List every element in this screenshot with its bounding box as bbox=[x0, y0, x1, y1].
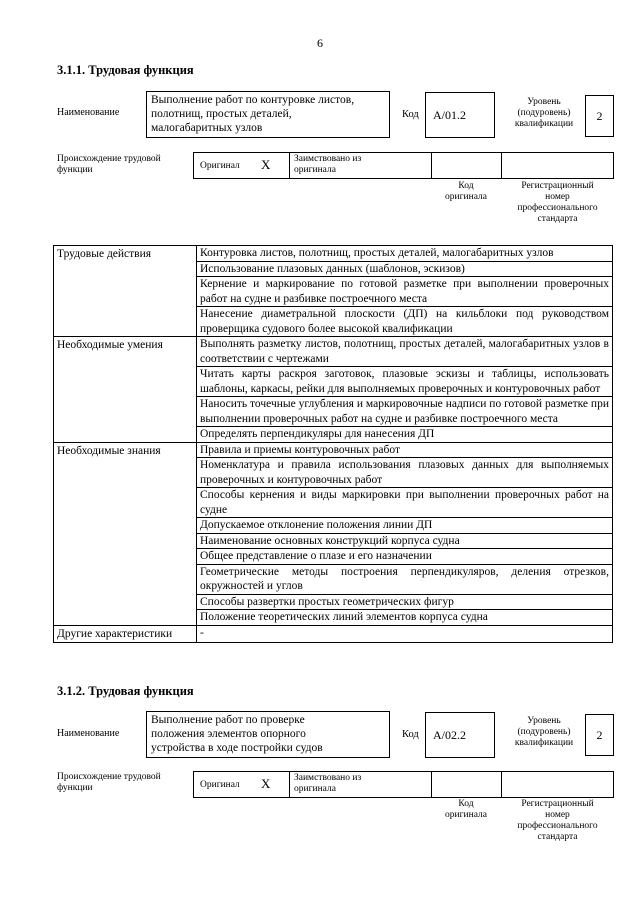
item-cell: Использование плазовых данных (шаблонов, эскизов) bbox=[197, 261, 613, 277]
function-table bbox=[53, 245, 613, 643]
origin-code-label: Код оригинала bbox=[445, 799, 487, 820]
item-cell: Правила и приемы контуровочных работ bbox=[197, 442, 613, 458]
origin-reg-label: Регистрационный номер профессионального стандарта bbox=[517, 181, 598, 224]
item-cell: Кернение и маркирование по готовой разметке при выполнении проверочных работ на судне и разбивке построечного места bbox=[197, 277, 613, 307]
item-cell: Определять перпендикуляры для нанесения ДП bbox=[197, 427, 613, 443]
category-cell: Необходимые умения bbox=[54, 337, 197, 443]
function-name-line: положения элементов опорного bbox=[151, 728, 306, 740]
item-cell: Читать карты раскроя заготовок, плазовые эскизы и таблицы, использовать шаблоны, каркасы, рейки для выполняемых проверочных и контуровочных работ bbox=[197, 367, 613, 397]
origin-reg-label: Регистрационный номер профессионального стандарта bbox=[517, 799, 598, 842]
table-row bbox=[54, 625, 613, 643]
item-cell: Общее представление о плазе и его назначении bbox=[197, 549, 613, 565]
item-cell: Наносить точечные углубления и маркировочные надписи по готовой разметке при выполнении проверочных работ на судне и разбивке построечного места bbox=[197, 397, 613, 427]
category-cell: Необходимые знания bbox=[54, 442, 197, 625]
item-cell: Допускаемое отклонение положения линии ДП bbox=[197, 518, 613, 534]
section-title: 3.1.1. Трудовая функция bbox=[57, 63, 194, 77]
item-cell: Способы развертки простых геометрических фигур bbox=[197, 594, 613, 610]
category-cell: Трудовые действия bbox=[54, 246, 197, 337]
function-name-box bbox=[146, 91, 390, 138]
function-name-line: полотнищ, простых деталей, bbox=[151, 108, 292, 120]
function-name-line: Выполнение работ по проверке bbox=[151, 714, 305, 726]
origin-code-label: Код оригинала bbox=[445, 181, 487, 202]
origin-original-mark: X bbox=[261, 157, 271, 172]
origin-borrowed-label: Заимствовано из оригинала bbox=[294, 154, 362, 175]
origin-original-label: Оригинал bbox=[200, 161, 240, 171]
item-cell: Выполнять разметку листов, полотнищ, простых деталей, малогабаритных узлов в соответствии с чертежами bbox=[197, 337, 613, 367]
table-row bbox=[54, 337, 613, 367]
code-label: Код bbox=[402, 729, 419, 740]
item-cell: Способы кернения и виды маркировки при выполнении проверочных работ на судне bbox=[197, 488, 613, 518]
item-cell: Номенклатура и правила использования плазовых данных для выполняемых проверочных и контуровочных работ bbox=[197, 458, 613, 488]
level-label: Уровень (подуровень) квалификации bbox=[514, 97, 574, 129]
origin-label: Происхождение трудовой функции bbox=[57, 154, 161, 175]
origin-label: Происхождение трудовой функции bbox=[57, 772, 161, 793]
name-label: Наименование bbox=[57, 107, 120, 118]
origin-borrowed-label: Заимствовано из оригинала bbox=[294, 773, 362, 794]
table-row bbox=[54, 246, 613, 262]
origin-table bbox=[193, 771, 614, 798]
item-cell: Контуровка листов, полотнищ, простых деталей, малогабаритных узлов bbox=[197, 246, 613, 262]
page-number: 6 bbox=[317, 36, 323, 50]
origin-table bbox=[193, 152, 614, 179]
item-cell: - bbox=[197, 625, 613, 643]
table-row bbox=[54, 442, 613, 458]
function-name-box bbox=[146, 711, 390, 758]
item-cell: Нанесение диаметральной плоскости (ДП) на кильблоки под руководством проверщика судового более высокой квалификации bbox=[197, 307, 613, 337]
item-cell: Положение теоретических линий элементов корпуса судна bbox=[197, 610, 613, 626]
category-cell: Другие характеристики bbox=[54, 625, 197, 643]
function-name-line: Выполнение работ по контуровке листов, bbox=[151, 94, 355, 106]
function-code: А/01.2 bbox=[425, 92, 495, 138]
origin-original-label: Оригинал bbox=[200, 780, 240, 790]
code-label: Код bbox=[402, 109, 419, 120]
function-code: А/02.2 bbox=[425, 712, 495, 758]
section-title: 3.1.2. Трудовая функция bbox=[57, 684, 194, 698]
item-cell: Наименование основных конструкций корпуса судна bbox=[197, 533, 613, 549]
level-label: Уровень (подуровень) квалификации bbox=[514, 716, 574, 748]
origin-original-mark: X bbox=[261, 776, 271, 791]
qualification-level: 2 bbox=[585, 714, 614, 756]
function-name-line: малогабаритных узлов bbox=[151, 122, 263, 134]
qualification-level: 2 bbox=[585, 95, 614, 137]
item-cell: Геометрические методы построения перпендикуляров, деления отрезков, окружностей и углов bbox=[197, 564, 613, 594]
name-label: Наименование bbox=[57, 728, 120, 739]
function-name-line: устройства в ходе постройки судов bbox=[151, 742, 323, 754]
